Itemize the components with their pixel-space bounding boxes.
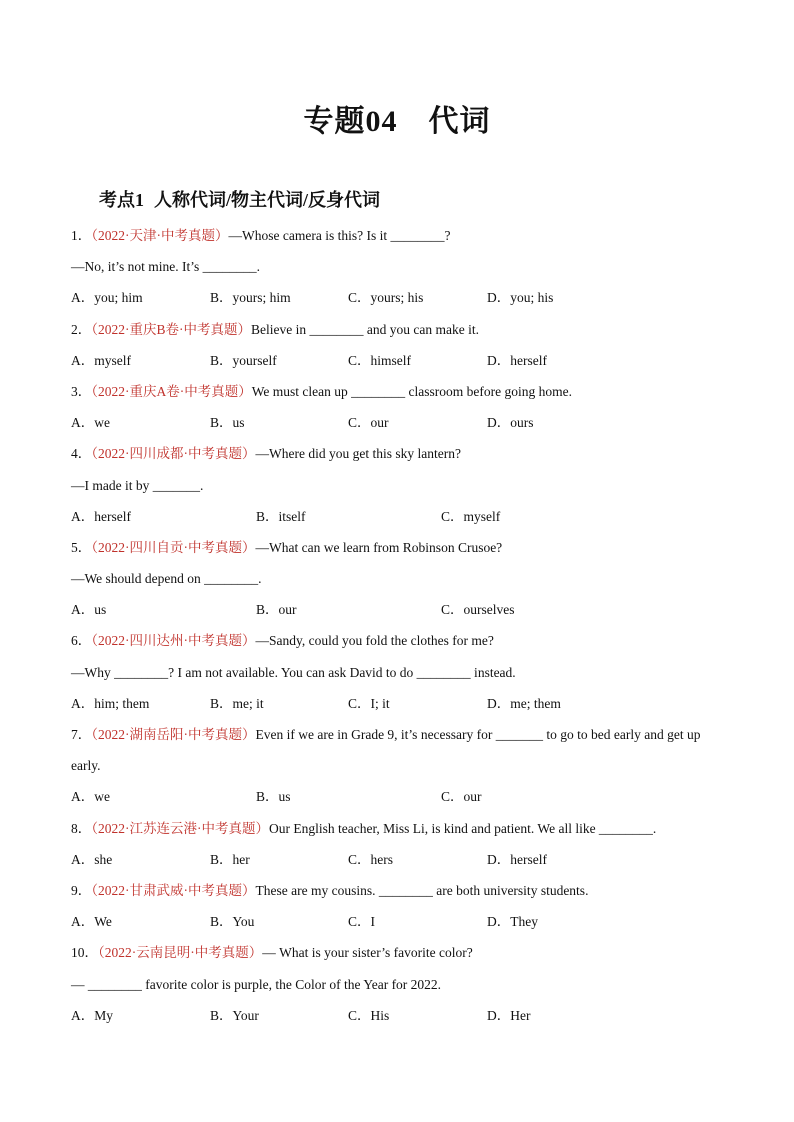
answer-option[interactable]: B．You — [210, 914, 255, 930]
question-line — [71, 755, 731, 786]
question-line — [71, 974, 731, 1005]
answer-options — [71, 287, 731, 318]
question-number: 10． — [71, 945, 98, 961]
answer-option[interactable]: C．himself — [348, 352, 411, 368]
answer-option[interactable]: A．we — [71, 415, 110, 431]
answer-option[interactable]: C．our — [348, 415, 389, 431]
question-source: （2022·湖南岳阳·中考真题） — [91, 727, 256, 742]
question-number: 5． — [71, 539, 92, 555]
question-item — [71, 630, 731, 724]
answer-option[interactable]: C．I — [348, 914, 375, 930]
question-item — [71, 724, 731, 818]
question-text: — What is your sister’s favorite color? — [262, 945, 473, 961]
answer-option[interactable]: D．herself — [487, 851, 547, 867]
question-text: We must clean up ________ classroom before going home. — [251, 383, 572, 399]
question-text: —No, it’s not mine. It’s ________. — [71, 259, 260, 275]
answer-option[interactable]: C．myself — [441, 508, 501, 524]
question-text: Our English teacher, Miss Li, is kind and patient. We all like ________. — [269, 820, 657, 836]
answer-option[interactable]: B．me; it — [210, 695, 264, 711]
question-text: —What can we learn from Robinson Crusoe? — [255, 539, 503, 555]
answer-option[interactable]: B．itself — [256, 508, 306, 524]
question-stem — [71, 225, 731, 256]
question-item — [71, 880, 731, 942]
answer-option[interactable]: A．us — [71, 602, 107, 618]
answer-option[interactable]: B．her — [210, 851, 250, 867]
question-line — [71, 256, 731, 287]
question-text: —We should depend on ________. — [71, 571, 262, 587]
question-number: 8． — [71, 820, 92, 836]
question-item — [71, 942, 731, 1036]
answer-options — [71, 350, 731, 381]
question-item — [71, 443, 731, 537]
question-text: These are my cousins. ________ are both university students. — [255, 882, 589, 898]
question-number: 6． — [71, 633, 92, 649]
answer-option[interactable]: A．My — [71, 1007, 114, 1023]
answer-option[interactable]: B．yours; him — [210, 290, 291, 306]
answer-option[interactable]: C．hers — [348, 851, 393, 867]
question-stem — [71, 319, 731, 350]
answer-options — [71, 599, 731, 630]
question-item — [71, 537, 731, 631]
answer-option[interactable]: A．myself — [71, 352, 131, 368]
answer-option[interactable]: B．us — [256, 789, 291, 805]
question-text: —Why ________? I am not available. You can ask David to do ________ instead. — [71, 664, 516, 680]
question-source: （2022·云南昆明·中考真题） — [98, 945, 263, 961]
question-source: （2022·四川达州·中考真题） — [91, 633, 256, 649]
question-item — [71, 818, 731, 880]
answer-option[interactable]: C．our — [441, 789, 482, 805]
question-text: early. — [71, 758, 101, 774]
question-line — [71, 662, 731, 693]
section-text: 人称代词/物主代词/反身代词 — [154, 190, 381, 210]
answer-option[interactable]: B．yourself — [210, 352, 277, 368]
question-line — [71, 475, 731, 506]
question-text: — ________ favorite color is purple, the Color of the Year for 2022. — [71, 976, 442, 992]
answer-option[interactable]: C．I; it — [348, 695, 390, 711]
question-stem — [71, 443, 731, 474]
answer-option[interactable]: B．Your — [210, 1007, 259, 1023]
answer-option[interactable]: A．she — [71, 851, 113, 867]
question-item — [71, 381, 731, 443]
answer-options — [71, 506, 731, 537]
answer-option[interactable]: A．we — [71, 789, 110, 805]
answer-options — [71, 786, 731, 817]
question-item — [71, 319, 731, 381]
question-item — [71, 225, 731, 319]
question-text: —Whose camera is this? Is it ________? — [228, 228, 451, 243]
question-stem — [71, 818, 731, 849]
question-stem — [71, 630, 731, 661]
question-number: 3． — [71, 383, 92, 399]
question-list — [71, 225, 731, 1036]
answer-option[interactable]: D．herself — [487, 352, 547, 368]
question-text: Believe in ________ and you can make it. — [251, 321, 479, 337]
question-text: —I made it by _______. — [71, 477, 204, 493]
question-source: （2022·江苏连云港·中考真题） — [91, 820, 269, 836]
answer-option[interactable]: D．me; them — [487, 695, 561, 711]
document-title: 专题04 代词 — [303, 105, 491, 138]
question-number: 7． — [71, 727, 92, 742]
section-heading — [99, 186, 380, 212]
question-text: —Sandy, could you fold the clothes for me? — [255, 633, 494, 649]
question-source: （2022·重庆A卷·中考真题） — [91, 383, 252, 399]
question-line — [71, 568, 731, 599]
question-number: 4． — [71, 446, 92, 462]
question-source: （2022·四川成都·中考真题） — [91, 446, 256, 462]
answer-options — [71, 412, 731, 443]
answer-option[interactable]: A．him; them — [71, 695, 150, 711]
question-number: 9． — [71, 882, 92, 898]
question-stem — [71, 537, 731, 568]
answer-option[interactable]: C．ourselves — [441, 602, 515, 618]
answer-option[interactable]: C．yours; his — [348, 290, 424, 306]
question-source: （2022·四川自贡·中考真题） — [91, 539, 256, 555]
section-label: 考点1 — [99, 190, 144, 210]
answer-option[interactable]: D．ours — [487, 415, 534, 431]
answer-options — [71, 1005, 731, 1036]
answer-option[interactable]: D．They — [487, 914, 538, 930]
answer-option[interactable]: C．His — [348, 1007, 390, 1023]
question-text: —Where did you get this sky lantern? — [255, 446, 461, 462]
answer-option[interactable]: D．Her — [487, 1007, 531, 1023]
question-number: 2． — [71, 321, 92, 337]
answer-option[interactable]: B．our — [256, 602, 297, 618]
answer-option[interactable]: B．us — [210, 415, 245, 431]
answer-option[interactable]: D．you; his — [487, 290, 554, 306]
question-stem — [71, 724, 731, 755]
answer-options — [71, 911, 731, 942]
answer-option[interactable]: A．herself — [71, 508, 131, 524]
answer-option[interactable]: A．you; him — [71, 290, 143, 306]
question-stem — [71, 880, 731, 911]
question-source: （2022·天津·中考真题） — [91, 228, 229, 243]
answer-options — [71, 693, 731, 724]
question-number: 1． — [71, 228, 92, 243]
answer-option[interactable]: A．We — [71, 914, 112, 930]
question-stem — [71, 381, 731, 412]
answer-options — [71, 849, 731, 880]
question-source: （2022·甘肃武威·中考真题） — [91, 882, 256, 898]
question-source: （2022·重庆B卷·中考真题） — [91, 321, 251, 337]
question-stem — [71, 942, 731, 973]
question-text: Even if we are in Grade 9, it’s necessary for _______ to go to bed early and get up — [255, 727, 701, 742]
